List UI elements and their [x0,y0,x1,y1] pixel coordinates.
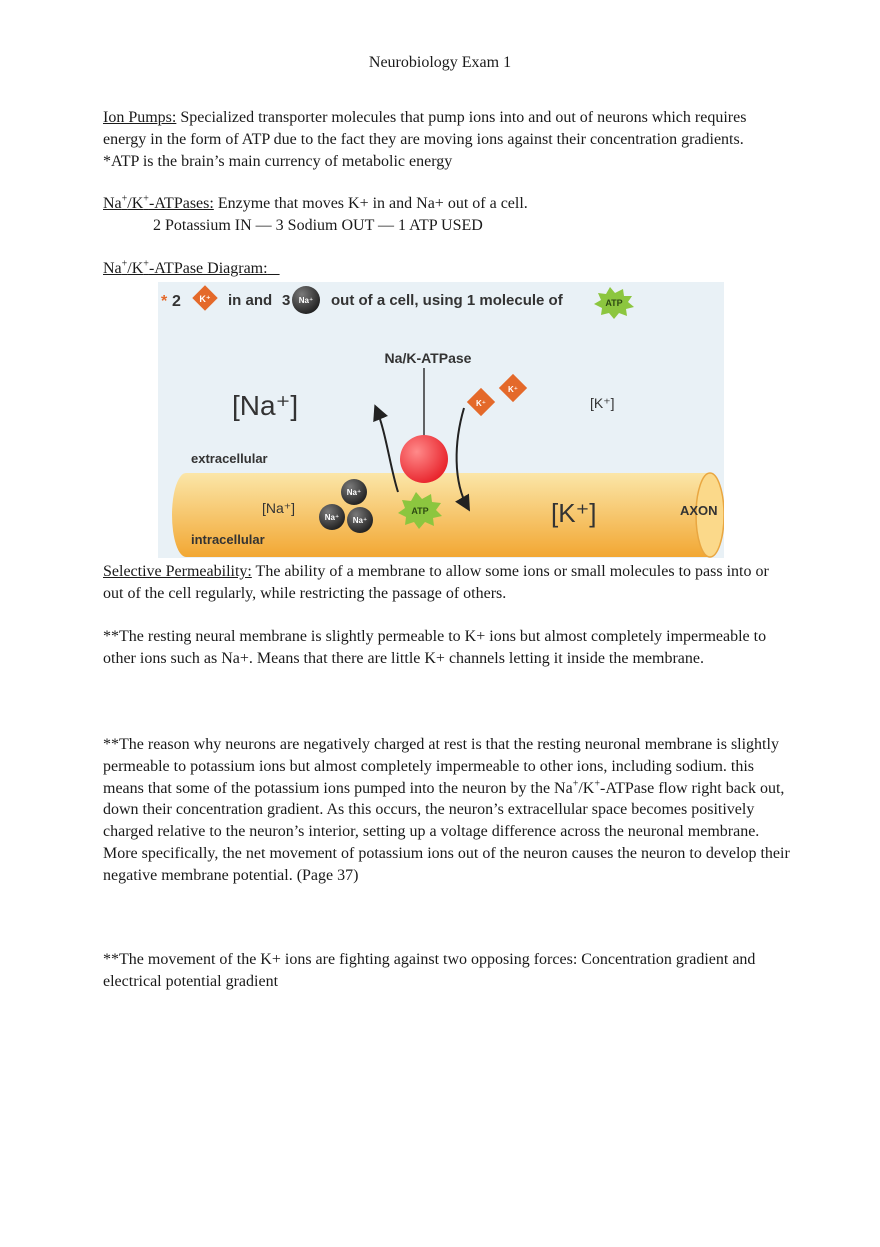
na-ion [319,504,345,530]
note-negative-charge-part1: **The reason why neurons are negatively charged at rest is that the resting neuronal membrane is slightly permeable to potassium ions but almost completely impermeable to other ions, including sodium. this means that some of the potassium ions pumped into the neuron by the Na [103,736,779,797]
note-sup-k: + [594,778,600,790]
atp-label: ATP [411,506,429,516]
note-negative-charge-part3: -ATPase flow right back out, down their concentration gradient. As this occurs, the neuron’s extracellular space becomes positively charged relative to the neuron’s interior, setting up a voltage difference across the neuronal membrane. More specifically, the net movement of potassium ions out of the neuron causes the neuron to develop their negative membrane potential. (Page 37) [103,779,790,884]
na-inside-label: [Na⁺] [262,500,296,516]
diagram-heading-sup-k: + [143,258,149,270]
na-outside-label: [Na⁺] [232,390,299,421]
axon-label: AXON [680,503,718,518]
ion-pumps-text: Specialized transporter molecules that pump ions into and out of neurons which requires energy in the form of ATP due to the fact they are moving ions against their concentration gradients. *ATP is the brain’s main currency of metabolic energy [103,109,747,170]
atpases-text: Enzyme that moves K+ in and Na+ out of a cell. [213,195,528,212]
na-ion-label: Na⁺ [346,488,362,497]
k-ion-label: K⁺ [508,385,518,394]
na-ion-label: Na⁺ [324,513,340,522]
note-sup-na: + [572,778,579,790]
ion-pumps-paragraph [103,107,783,172]
diagram-heading-rest: -ATPase Diagram: [148,260,268,277]
k-outside-label: [K⁺] [590,395,615,411]
atpases-heading [103,195,214,212]
na-k-atpase-diagram [158,282,724,558]
note-resting-membrane: **The resting neural membrane is slightly permeable to K+ ions but almost completely impermeable to other ions such as Na+. Means that there are little K+ channels letting it inside the membrane. [103,628,767,667]
caption-na-ion-label: Na⁺ [298,296,314,305]
note-negative-charge [103,734,793,887]
k-inside-label: [K⁺] [551,498,597,528]
caption-star: * [161,293,168,310]
page-title: Neurobiology Exam 1 [368,54,512,71]
atpases-paragraph [103,193,783,237]
na-k-pump [400,435,448,483]
na-ion [341,479,367,505]
selective-permeability-paragraph [103,561,783,605]
note-negative-charge-part2: /K [578,779,595,797]
caption-atp-label: ATP [605,298,623,308]
note-opposing-forces: **The movement of the K+ ions are fighting against two opposing forces: Concentration gradient and electrical potential gradient [103,951,756,990]
na-ion-label: Na⁺ [352,516,368,525]
caption-k-ion-label: K⁺ [199,294,211,304]
caption-count-k: 2 [172,293,181,310]
selective-permeability-text: The ability of a membrane to allow some ions or small molecules to pass into or out of the cell regularly, while restricting the passage of others. [103,563,769,602]
atpases-sup-k: + [143,193,149,205]
intracellular-label: intracellular [191,532,265,547]
diagram-heading-sup-na: + [121,258,128,270]
atpases-heading-k: /K [127,195,144,212]
atpases-heading-na: Na [103,195,122,212]
caption-out-phrase: out of a cell, using 1 molecule of [331,292,563,309]
caption-count-na: 3 [282,292,291,309]
diagram-heading [103,258,783,280]
atpases-sup-na: + [121,193,128,205]
extracellular-label: extracellular [191,451,268,466]
atpases-heading-rest: -ATPases: [148,195,214,212]
pump-label: Na/K-ATPase [384,350,472,366]
diagram-heading-k: /K [127,260,144,277]
k-ion-label: K⁺ [476,399,486,408]
diagram-heading-na: Na [103,260,122,277]
caption-in-and: in and [228,292,273,309]
caption-na-ion-icon [292,286,320,314]
selective-permeability-heading: Selective Permeability: [103,563,252,580]
na-ion [347,507,373,533]
atpases-ratio: 2 Potassium IN — 3 Sodium OUT — 1 ATP USED [153,216,483,234]
ion-pumps-heading: Ion Pumps: [103,109,177,126]
